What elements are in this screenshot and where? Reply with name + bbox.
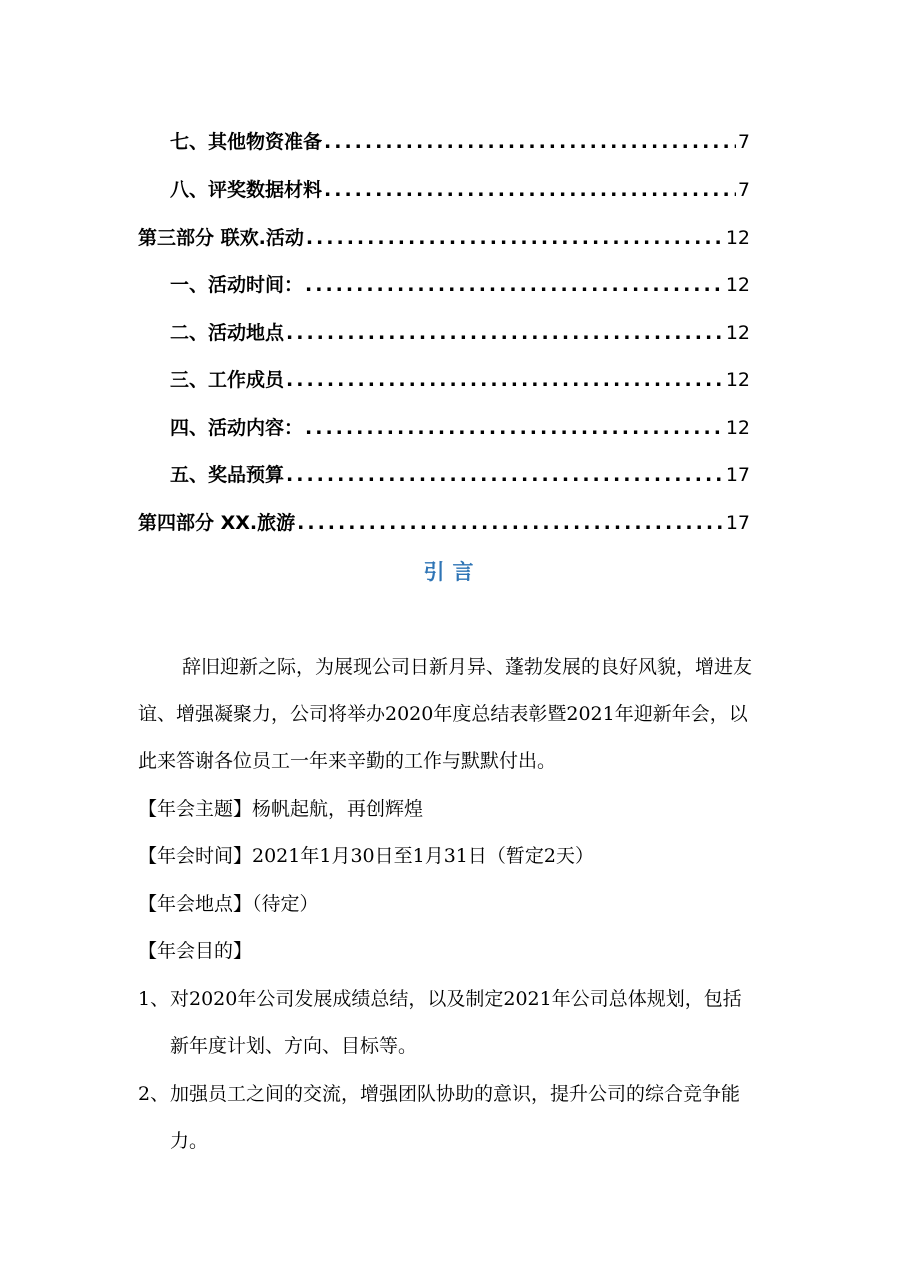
toc-entry[interactable] <box>170 317 750 349</box>
toc-entry-page: 12 <box>725 322 750 344</box>
list-item-number: 2、 <box>138 1083 170 1105</box>
info-purpose-label: 【年会目的】 <box>138 940 253 962</box>
toc-entry[interactable] <box>138 222 750 254</box>
toc-leader-dots <box>286 364 724 396</box>
toc-entry[interactable] <box>170 412 750 444</box>
toc-entry-page: 12 <box>725 369 750 391</box>
toc-entry-title: 第三部分 联欢.活动 <box>138 227 304 249</box>
toc-entry[interactable] <box>138 507 750 539</box>
toc-entry-page: 7 <box>737 131 750 153</box>
info-time: 【年会时间】2021年1月30日至1月31日（暂定2天） <box>138 845 594 867</box>
toc-leader-dots <box>324 126 736 158</box>
toc-entry[interactable] <box>170 126 750 158</box>
toc-entry[interactable] <box>170 459 750 491</box>
intro-paragraph: 辞旧迎新之际，为展现公司日新月异、蓬勃发展的良好风貌，增进友谊、增强凝聚力，公司将举办2020年度总结表彰暨2021年迎新年会，以此来答谢各位员工一年来辛勤的工作与默默付出。 <box>138 656 753 772</box>
toc-entry-title: 八、评奖数据材料 <box>170 179 323 201</box>
list-item-number: 1、 <box>138 988 170 1010</box>
toc-leader-dots <box>286 317 724 349</box>
list-item <box>138 976 752 1070</box>
list-item-text: 加强员工之间的交流，增强团队协助的意识，提升公司的综合竞争能力。 <box>170 1083 741 1152</box>
toc-entry-title: 四、活动内容： <box>170 417 304 439</box>
list-item <box>138 1071 752 1165</box>
toc-entry-page: 7 <box>737 179 750 201</box>
toc-leader-dots <box>306 222 724 254</box>
toc-entry-page: 12 <box>725 417 750 439</box>
toc-leader-dots <box>305 269 724 301</box>
info-location: 【年会地点】（待定） <box>138 893 319 915</box>
toc-entry-page: 12 <box>725 274 750 296</box>
list-item-text: 对2020年公司发展成绩总结，以及制定2021年公司总体规划，包括新年度计划、方向、目标等。 <box>170 988 742 1057</box>
toc-leader-dots <box>297 507 724 539</box>
toc-leader-dots <box>286 459 724 491</box>
toc-entry-page: 17 <box>725 464 750 486</box>
info-theme: 【年会主题】杨帆起航，再创辉煌 <box>138 798 424 820</box>
toc-leader-dots <box>324 174 736 206</box>
toc-leader-dots <box>305 412 724 444</box>
toc-entry-page: 12 <box>725 227 750 249</box>
toc-entry-page: 17 <box>725 512 750 534</box>
toc-entry[interactable] <box>170 174 750 206</box>
toc-entry[interactable] <box>170 269 750 301</box>
toc-entry-title: 五、奖品预算 <box>170 464 285 486</box>
toc-entry-title: 第四部分 XX.旅游 <box>138 512 296 534</box>
toc-entry[interactable] <box>170 364 750 396</box>
toc-entry-title: 二、活动地点 <box>170 322 285 344</box>
toc-entry-title: 一、活动时间： <box>170 274 304 296</box>
toc-entry-title: 三、工作成员 <box>170 369 285 391</box>
section-heading: 引言 <box>423 560 482 584</box>
toc-entry-title: 七、其他物资准备 <box>170 131 323 153</box>
